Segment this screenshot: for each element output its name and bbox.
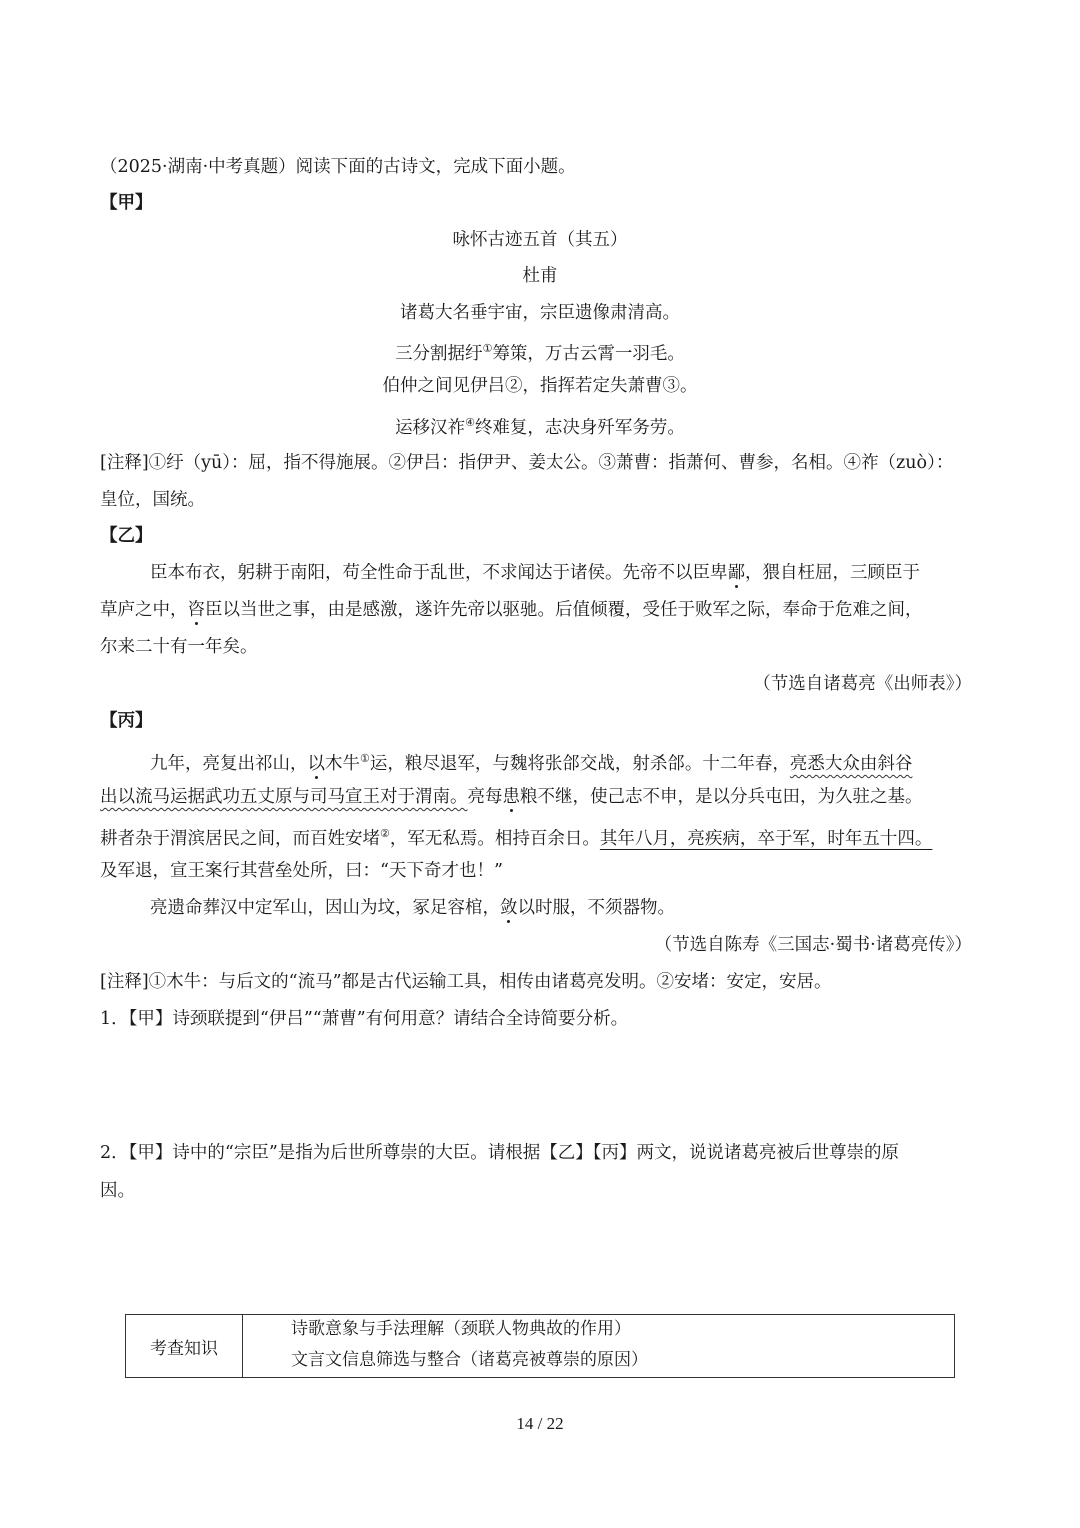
bing-text: 木牛 <box>325 753 360 774</box>
underlined-text: 其年八月，亮疾病，卒于军，时年五十四。 <box>599 828 933 849</box>
bing-text: ，军无私焉。相持百余日。 <box>389 828 600 849</box>
question-2-line-1: 2．【甲】诗中的“宗臣”是指为后世所尊崇的大臣。请根据【乙】【丙】两文，说说诸葛亮被后世尊崇的原 <box>100 1143 900 1163</box>
poem-author: 杜甫 <box>522 266 558 286</box>
yi-source: （节选自诸葛亮《出师表》） <box>753 674 972 694</box>
bing-text: 运，粮尽退军，与魏将张郃交战，射杀郃。十二年春， <box>369 753 790 774</box>
bing-line-3 <box>100 822 932 851</box>
yi-text: 臣本布衣，躬耕于南阳，苟全性命于乱世，不求闻达于诸侯。先帝不以臣卑 <box>150 563 728 583</box>
bing-text: 九年，亮复出祁山， <box>150 753 308 774</box>
poem-line-1: 诸葛大名垂宇宙，宗臣遗像肃清高。 <box>400 303 680 323</box>
jia-note-line-2: 皇位，国统。 <box>100 490 205 510</box>
poem-line-2-b: 筹策，万古云霄一羽毛。 <box>492 343 685 364</box>
dotted-char: 患 <box>502 787 520 807</box>
bing-text: 以时服，不须器物。 <box>517 898 675 918</box>
dotted-char: 鄙 <box>727 563 745 583</box>
intro-text: 阅读下面的古诗文，完成下面小题。 <box>295 157 576 177</box>
bing-source: （节选自陈寿《三国志·蜀书·诸葛亮传》） <box>654 935 972 955</box>
yi-text: 草庐之中， <box>100 600 188 620</box>
bing-line-1 <box>150 747 912 776</box>
dotted-char: 以 <box>307 753 325 774</box>
section-label-bing: 【丙】 <box>100 711 153 731</box>
poem-title: 咏怀古迹五首（其五） <box>452 230 628 250</box>
poem-line-4-a: 运移汉祚 <box>395 417 466 438</box>
poem-line-4-b: 终难复，志决身歼军务劳。 <box>474 417 685 438</box>
knowledge-item: 诗歌意象与手法理解（颈联人物典故的作用） <box>291 1319 631 1339</box>
yi-line-3: 尔来二十有一年矣。 <box>100 637 258 657</box>
yi-text: ，猥自枉屈，三顾臣于 <box>745 563 920 583</box>
yi-line-1 <box>150 561 920 585</box>
section-label-yi: 【乙】 <box>100 526 153 546</box>
bing-line-4: 及军退，宣王案行其营垒处所，曰：“天下奇才也！” <box>100 861 503 881</box>
intro-source: （2025·湖南·中考真题） <box>100 157 296 177</box>
poem-line-3: 伯仲之间见伊吕②，指挥若定失萧曹③。 <box>382 376 698 396</box>
dotted-char: 敛 <box>500 898 518 918</box>
poem-line-2-a: 三分割据纡 <box>395 343 483 364</box>
section-label-jia: 【甲】 <box>100 193 153 213</box>
poem-line-2 <box>0 337 1080 366</box>
question-1: 1．【甲】诗颈联提到“伊吕”“萧曹”有何用意？请结合全诗简要分析。 <box>100 1009 629 1029</box>
knowledge-table <box>125 1314 955 1378</box>
dotted-char: 咨 <box>187 600 205 620</box>
poem-line-4 <box>0 411 1080 440</box>
footnote-mark: ① <box>360 752 370 765</box>
bing-text: 亮每 <box>467 787 503 807</box>
knowledge-label: 考查知识 <box>126 1315 243 1377</box>
yi-text: 臣以当世之事，由是感激，遂许先帝以驱驰。后值倾覆，受任于败军之际，奉命于危难之间， <box>205 600 923 620</box>
bing-line-2 <box>100 785 923 809</box>
footnote-mark: ④ <box>465 416 475 429</box>
footnote-mark: ② <box>380 827 390 840</box>
wavy-underlined-text: 亮悉大众由斜谷 <box>789 753 913 774</box>
bing-text: 耕者杂于渭滨居民之间，而百姓安堵 <box>100 828 380 849</box>
bing-line-5 <box>150 896 675 920</box>
intro-line <box>100 155 576 179</box>
page-number: 14 / 22 <box>516 1414 564 1433</box>
jia-note-line-1: [注释]①纡（yū）：屈，指不得施展。②伊吕：指伊尹、姜太公。③萧曹：指萧何、曹参，名相。④祚（zuò）： <box>100 453 954 473</box>
bing-text: 粮不继，使己志不申，是以分兵屯田，为久驻之基。 <box>520 787 923 807</box>
bing-text: 亮遗命葬汉中定军山，因山为坟，冢足容棺， <box>150 898 500 918</box>
knowledge-item: 文言文信息筛选与整合（诸葛亮被尊崇的原因） <box>291 1350 648 1370</box>
question-2-line-2: 因。 <box>100 1181 135 1201</box>
wavy-underlined-text: 出以流马运据武功五丈原与司马宣王对于渭南。 <box>100 787 468 807</box>
bing-note: [注释]①木牛：与后文的“流马”都是古代运输工具，相传由诸葛亮发明。②安堵：安定，安居。 <box>100 972 832 992</box>
footnote-mark: ① <box>482 342 493 355</box>
yi-line-2 <box>100 598 923 622</box>
